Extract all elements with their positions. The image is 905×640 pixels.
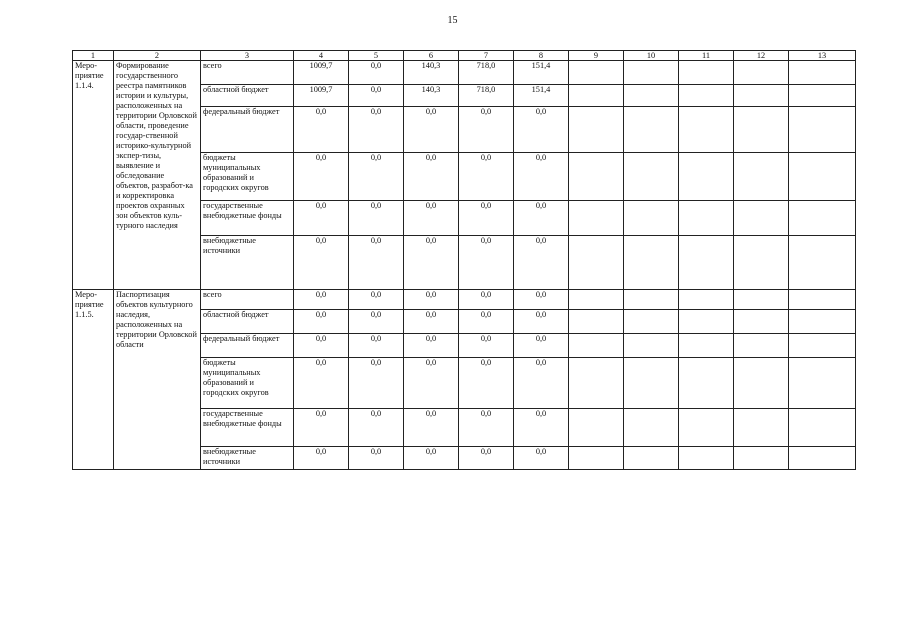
value-cell: 0,0 [459,409,514,447]
empty-cell [624,334,679,358]
empty-cell [789,61,856,85]
empty-cell [734,334,789,358]
col-header-7: 7 [459,51,514,61]
empty-cell [734,85,789,107]
value-cell: 718,0 [459,85,514,107]
value-cell: 0,0 [459,447,514,470]
funding-source: областной бюджет [201,310,294,334]
empty-cell [569,334,624,358]
value-cell: 0,0 [514,201,569,236]
empty-cell [734,310,789,334]
empty-cell [624,236,679,290]
value-cell: 0,0 [459,153,514,201]
col-header-2: 2 [114,51,201,61]
value-cell: 0,0 [349,358,404,409]
col-header-8: 8 [514,51,569,61]
budget-table [72,50,856,470]
value-cell: 0,0 [294,334,349,358]
value-cell: 140,3 [404,61,459,85]
value-cell: 0,0 [404,310,459,334]
measure-label: Меро- приятие 1.1.4. [73,61,114,290]
empty-cell [624,447,679,470]
value-cell: 0,0 [404,290,459,310]
empty-cell [679,236,734,290]
empty-cell [569,153,624,201]
empty-cell [624,310,679,334]
value-cell: 0,0 [294,153,349,201]
col-header-4: 4 [294,51,349,61]
empty-cell [624,107,679,153]
empty-cell [734,236,789,290]
value-cell: 0,0 [514,358,569,409]
col-header-13: 13 [789,51,856,61]
funding-source: внебюджетные источники [201,447,294,470]
value-cell: 0,0 [294,201,349,236]
empty-cell [624,61,679,85]
empty-cell [569,358,624,409]
empty-cell [734,107,789,153]
value-cell: 0,0 [294,236,349,290]
value-cell: 0,0 [294,409,349,447]
table-row [73,61,856,85]
funding-source: государственные внебюджетные фонды [201,409,294,447]
value-cell: 0,0 [294,310,349,334]
empty-cell [679,85,734,107]
value-cell: 0,0 [349,201,404,236]
value-cell: 0,0 [459,358,514,409]
value-cell: 0,0 [514,153,569,201]
empty-cell [789,447,856,470]
column-number-row [73,51,856,61]
funding-source: внебюджетные источники [201,236,294,290]
empty-cell [679,107,734,153]
empty-cell [679,310,734,334]
value-cell: 0,0 [514,107,569,153]
empty-cell [679,334,734,358]
empty-cell [569,290,624,310]
value-cell: 0,0 [514,447,569,470]
col-header-5: 5 [349,51,404,61]
empty-cell [624,201,679,236]
value-cell: 0,0 [294,107,349,153]
empty-cell [789,310,856,334]
value-cell: 0,0 [349,85,404,107]
value-cell: 1009,7 [294,85,349,107]
value-cell: 0,0 [404,107,459,153]
value-cell: 0,0 [349,334,404,358]
value-cell: 0,0 [514,409,569,447]
empty-cell [789,358,856,409]
empty-cell [569,236,624,290]
empty-cell [789,201,856,236]
empty-cell [679,358,734,409]
empty-cell [789,236,856,290]
empty-cell [679,409,734,447]
empty-cell [789,409,856,447]
empty-cell [789,107,856,153]
empty-cell [569,447,624,470]
value-cell: 0,0 [349,61,404,85]
empty-cell [679,153,734,201]
measure-description: Формирование государственного реестра памятников истории и культуры, расположенных на территории Орловской области, проведение государ-ственной историко-культурной экспер-тизы, выявление и обследование объектов, разработ-ка и корректировка проектов охранных зон объектов куль-турного наследия [114,61,201,290]
empty-cell [679,447,734,470]
value-cell: 151,4 [514,85,569,107]
value-cell: 0,0 [349,310,404,334]
empty-cell [624,358,679,409]
value-cell: 0,0 [459,236,514,290]
table-row [73,290,856,310]
col-header-12: 12 [734,51,789,61]
empty-cell [734,61,789,85]
value-cell: 0,0 [404,409,459,447]
col-header-9: 9 [569,51,624,61]
empty-cell [789,153,856,201]
empty-cell [569,201,624,236]
empty-cell [789,85,856,107]
value-cell: 0,0 [349,447,404,470]
empty-cell [569,85,624,107]
value-cell: 0,0 [404,334,459,358]
value-cell: 151,4 [514,61,569,85]
value-cell: 0,0 [459,107,514,153]
funding-source: всего [201,61,294,85]
value-cell: 0,0 [404,358,459,409]
funding-source: областной бюджет [201,85,294,107]
value-cell: 0,0 [459,290,514,310]
funding-source: федеральный бюджет [201,334,294,358]
value-cell: 0,0 [294,290,349,310]
value-cell: 0,0 [349,409,404,447]
funding-source: бюджеты муниципальных образований и городских округов [201,153,294,201]
value-cell: 1009,7 [294,61,349,85]
empty-cell [624,290,679,310]
empty-cell [624,153,679,201]
value-cell: 0,0 [459,334,514,358]
col-header-1: 1 [73,51,114,61]
empty-cell [734,153,789,201]
value-cell: 0,0 [404,236,459,290]
value-cell: 0,0 [514,334,569,358]
value-cell: 0,0 [514,236,569,290]
value-cell: 0,0 [349,153,404,201]
empty-cell [734,201,789,236]
empty-cell [789,334,856,358]
page-number: 15 [447,15,458,26]
value-cell: 0,0 [459,310,514,334]
value-cell: 0,0 [404,447,459,470]
empty-cell [734,409,789,447]
value-cell: 140,3 [404,85,459,107]
empty-cell [679,290,734,310]
empty-cell [624,85,679,107]
empty-cell [734,358,789,409]
empty-cell [789,290,856,310]
value-cell: 0,0 [514,310,569,334]
funding-source: федеральный бюджет [201,107,294,153]
funding-source: государственные внебюджетные фонды [201,201,294,236]
funding-source: бюджеты муниципальных образований и городских округов [201,358,294,409]
value-cell: 0,0 [349,107,404,153]
empty-cell [679,201,734,236]
value-cell: 0,0 [349,236,404,290]
empty-cell [624,409,679,447]
value-cell: 0,0 [514,290,569,310]
empty-cell [569,61,624,85]
value-cell: 0,0 [349,290,404,310]
col-header-10: 10 [624,51,679,61]
value-cell: 0,0 [404,153,459,201]
funding-source: всего [201,290,294,310]
empty-cell [679,61,734,85]
empty-cell [734,447,789,470]
value-cell: 0,0 [404,201,459,236]
measure-label: Меро- приятие 1.1.5. [73,290,114,470]
empty-cell [569,409,624,447]
value-cell: 718,0 [459,61,514,85]
col-header-11: 11 [679,51,734,61]
value-cell: 0,0 [459,201,514,236]
empty-cell [569,310,624,334]
col-header-6: 6 [404,51,459,61]
value-cell: 0,0 [294,358,349,409]
measure-description: Паспортизация объектов культурного наследия, расположенных на территории Орловской области [114,290,201,470]
empty-cell [734,290,789,310]
empty-cell [569,107,624,153]
value-cell: 0,0 [294,447,349,470]
col-header-3: 3 [201,51,294,61]
